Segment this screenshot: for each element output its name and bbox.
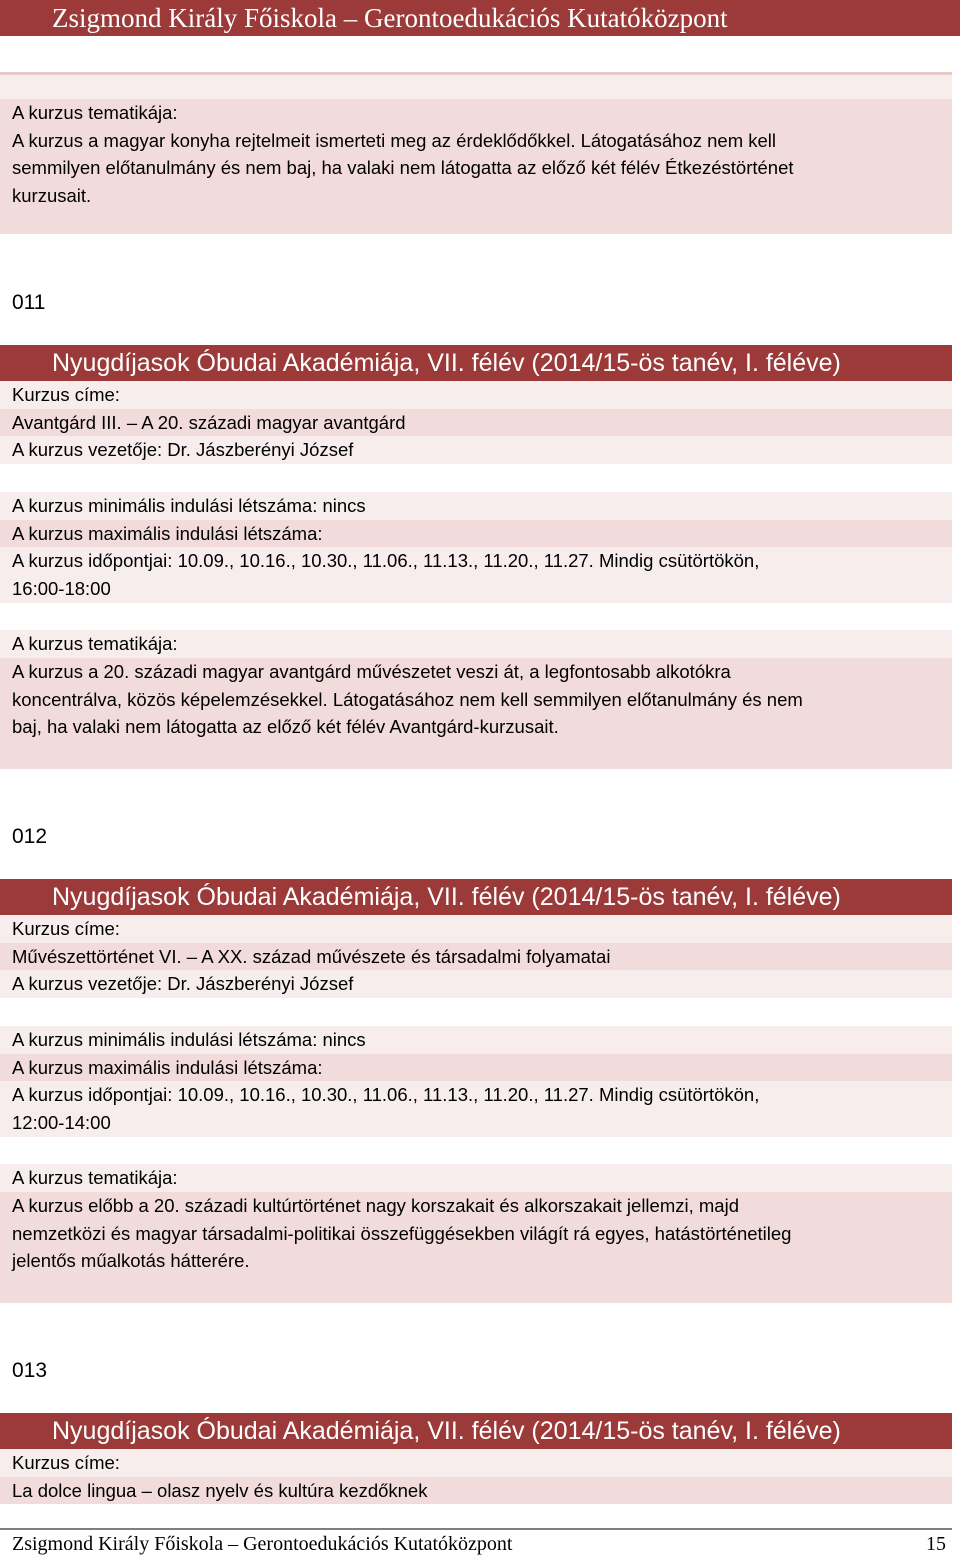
course-header: Nyugdíjasok Óbudai Akadémiája, VII. félév (2014/15-ös tanév, I. féléve) [0,879,952,915]
course-title-label: Kurzus címe: [0,915,952,943]
course-title-label: Kurzus címe: [0,1449,952,1477]
page-header [0,0,960,36]
course-topic-line: nemzetközi és magyar társadalmi-politikai összefüggésekben világít rá egyes, hatástörténetileg [0,1220,952,1248]
topic-text-line: kurzusait. [0,182,952,210]
course-number: 011 [12,291,46,314]
course-title: Művészettörténet VI. – A XX. század művészete és társadalmi folyamatai [0,943,952,971]
topic-text-line: A kurzus a magyar konyha rejtelmeit ismerteti meg az érdeklődőkkel. Látogatásához nem kell [0,127,952,155]
top-course-block [0,72,952,234]
course-topic-line: A kurzus a 20. századi magyar avantgárd művészetet veszi át, a legfontosabb alkotókra [0,658,952,686]
course-max-participants: A kurzus maximális indulási létszáma: [0,520,952,548]
page-footer [0,1528,952,1557]
course-topic-label: A kurzus tematikája: [0,1164,952,1192]
course-min-participants: A kurzus minimális indulási létszáma: nincs [0,492,952,520]
course-min-participants: A kurzus minimális indulási létszáma: nincs [0,1026,952,1054]
course-title: Avantgárd III. – A 20. századi magyar avantgárd [0,409,952,437]
topic-label: A kurzus tematikája: [0,99,952,127]
course-time: 16:00-18:00 [0,575,952,603]
course-header: Nyugdíjasok Óbudai Akadémiája, VII. félév (2014/15-ös tanév, I. féléve) [0,1413,952,1449]
course-topic-line: A kurzus előbb a 20. századi kultúrtörténet nagy korszakait és alkorszakait jellemzi, majd [0,1192,952,1220]
course-title: La dolce lingua – olasz nyelv és kultúra kezdőknek [0,1477,952,1505]
course-leader: A kurzus vezetője: Dr. Jászberényi József [0,970,952,998]
course-012-block [0,915,952,1303]
course-leader: A kurzus vezetője: Dr. Jászberényi József [0,436,952,464]
course-topic-label: A kurzus tematikája: [0,630,952,658]
footer-text: Zsigmond Király Főiskola – Gerontoedukációs Kutatóközpont [12,1533,513,1555]
topic-text-line: semmilyen előtanulmány és nem baj, ha valaki nem látogatta az előző két félév Étkezéstörténet [0,154,952,182]
course-dates: A kurzus időpontjai: 10.09., 10.16., 10.30., 11.06., 11.13., 11.20., 11.27. Mindig csütörtökön, [0,547,952,575]
course-number: 012 [12,825,48,848]
course-time: 12:00-14:00 [0,1109,952,1137]
course-max-participants: A kurzus maximális indulási létszáma: [0,1054,952,1082]
course-topic-line: koncentrálva, közös képelemzésekkel. Látogatásához nem kell semmilyen előtanulmány és nem [0,686,952,714]
course-title-label: Kurzus címe: [0,381,952,409]
course-013-block [0,1449,952,1504]
course-topic-line: jelentős műalkotás hátterére. [0,1247,952,1275]
course-number: 013 [12,1359,48,1382]
course-topic-line: baj, ha valaki nem látogatta az előző két félév Avantgárd-kurzusait. [0,713,952,741]
course-dates: A kurzus időpontjai: 10.09., 10.16., 10.30., 11.06., 11.13., 11.20., 11.27. Mindig csütörtökön, [0,1081,952,1109]
page-header-title: Zsigmond Király Főiskola – Gerontoedukációs Kutatóközpont [52,3,728,33]
course-header: Nyugdíjasok Óbudai Akadémiája, VII. félév (2014/15-ös tanév, I. féléve) [0,345,952,381]
page-number: 15 [926,1533,946,1555]
course-011-block [0,381,952,769]
